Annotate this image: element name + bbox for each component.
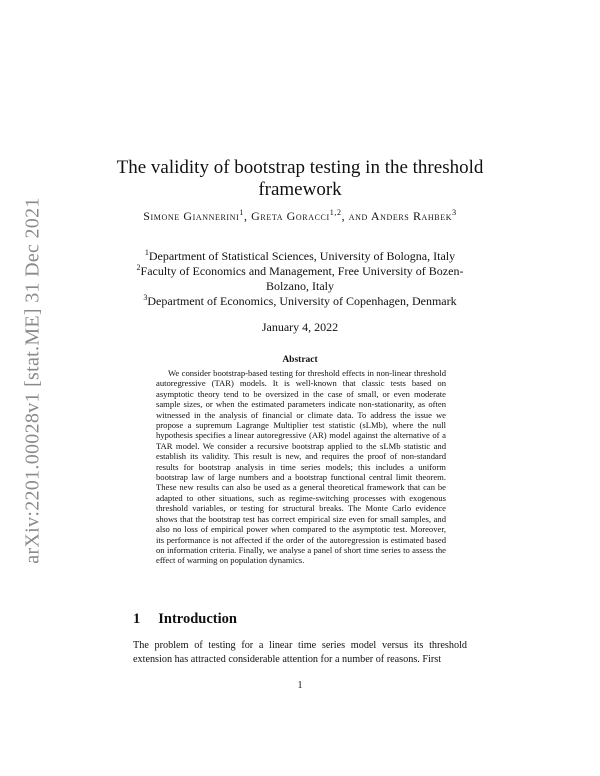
section-number: 1 (133, 611, 141, 627)
page-number: 1 (297, 680, 303, 691)
author-affiliation-mark: 3 (452, 208, 457, 217)
author-name: Simone Giannerini (143, 209, 240, 223)
affiliation-text: Faculty of Economics and Management, Free University of Bozen-Bolzano, Italy (140, 264, 464, 293)
arxiv-identifier-stamp (8, 196, 58, 564)
abstract-text: We consider bootstrap-based testing for threshold effects in non-linear threshold autoregressive (TAR) models. It is well-known that classic tests based on asymptotic theory tend to be oversized in the case of small, or even moderate sample sizes, or when the estimated parameters indicate non-stationarity, as often witnessed in the analysis of financial or climate data. To address the issue we propose a supremum Lagrange Multiplier test statistic (sLMb), where the null hypothesis specifies a linear autoregressive (AR) model against the alternative of a TAR model. We consider a recursive bootstrap applied to the sLMb statistic and establish its validity. This result is new, and requires the proof of non-standard results for bootstrap analysis in time series models; this includes a uniform bootstrap law of large numbers and a bootstrap functional central limit theorem. These new results can also be used as a general theoretical framework that can be adapted to other situations, such as regime-switching processes with exogenous threshold variables, or testing for structural breaks. The Monte Carlo evidence shows that the bootstrap test has correct empirical size even for small samples, and also no loss of empirical power when compared to the asymptotic test. Moreover, its performance is not affected if the order of the autoregression is estimated based on information criteria. Finally, we analyse a panel of short time series to assess the effect of warming on population dynamics. (156, 368, 446, 566)
affiliation-mark: 1 (144, 248, 149, 257)
affiliation-text: Department of Economics, University of Copenhagen, Denmark (147, 294, 457, 308)
arxiv-stamp-text: arXiv:2201.00028v1 [stat.ME] 31 Dec 2021 (21, 196, 44, 564)
abstract-heading: Abstract (282, 355, 318, 365)
affiliation-mark: 2 (136, 263, 141, 272)
affiliation-item (120, 294, 480, 309)
section-heading (133, 611, 237, 628)
author-affiliation-mark: 1,2 (329, 208, 342, 217)
paper-title: The validity of bootstrap testing in the threshold framework (116, 157, 484, 200)
affiliation-item (120, 264, 480, 294)
affiliation-list (120, 249, 480, 309)
author-name: Greta Goracci (251, 209, 330, 223)
affiliation-text: Department of Statistical Sciences, University of Bologna, Italy (148, 249, 456, 263)
paper-date: January 4, 2022 (261, 320, 339, 334)
section-title: Introduction (158, 611, 237, 627)
author-separator: , and (341, 209, 371, 223)
affiliation-mark: 3 (143, 293, 148, 302)
author-name: Anders Rahbek (370, 209, 453, 223)
author-affiliation-mark: 1 (239, 208, 244, 217)
author-list (130, 209, 470, 224)
section-body-text: The problem of testing for a linear time series model versus its threshold extension has attracted considerable attention for a number of reasons. First (133, 640, 467, 665)
author-separator: , (243, 209, 252, 223)
affiliation-item (120, 249, 480, 264)
